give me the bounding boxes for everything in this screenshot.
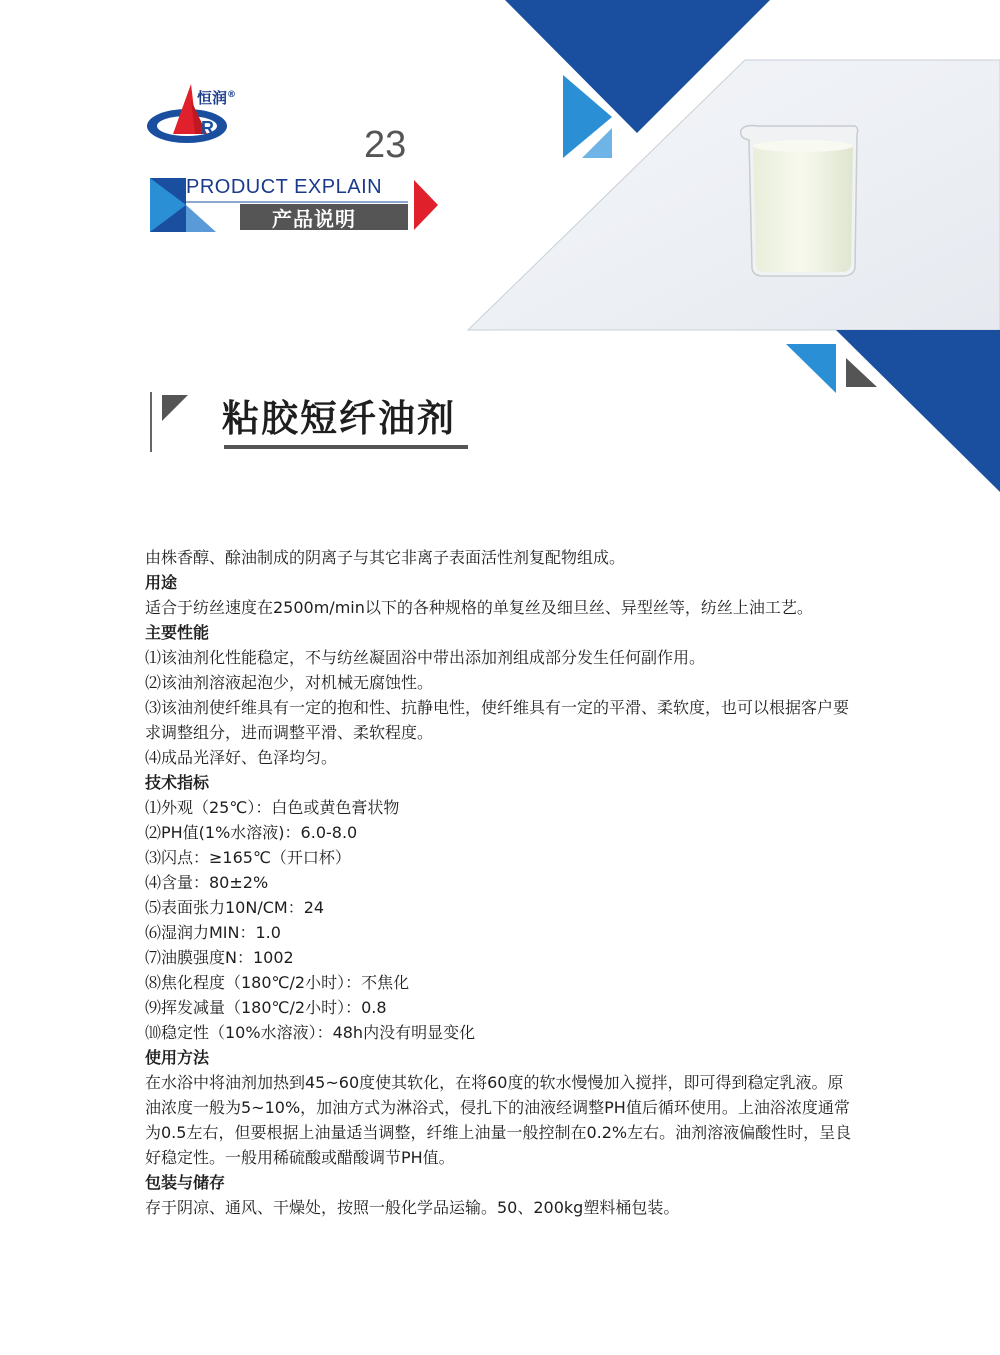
spec-item: ⑷含量：80±2% [145,873,269,892]
spec-item: ⑴外观（25℃）：白色或黄色膏状物 [145,798,400,817]
specs-heading: 技术指标 [145,773,210,792]
usage-text: 适合于纺丝速度在2500m/min以下的各种规格的单复丝及细旦丝、异型丝等，纺丝上油工艺。 [145,598,813,617]
spec-item: ⑹湿润力MIN：1.0 [145,923,281,942]
performance-heading: 主要性能 [145,623,210,642]
spec-item: ⑺油膜强度N：1002 [145,948,294,967]
method-heading: 使用方法 [145,1048,210,1067]
right-blue-wedge [836,330,1000,492]
banner-chinese: 产品说明 [272,207,356,231]
product-beaker-image [735,120,865,280]
spec-item: ⑶闪点：≥165℃（开口杯） [145,848,351,867]
performance-item: ⑷成品光泽好、色泽均匀。 [145,748,338,767]
performance-item: ⑶该油剂使纤维具有一定的抱和性、抗静电性，使纤维具有一定的平滑、柔软度，也可以根据客户要求调整组分，进而调整平滑、柔软程度。 [145,698,850,742]
spec-item: ⑵PH值(1%水溶液)：6.0-8.0 [145,823,358,842]
method-text: 在水浴中将油剂加热到45~60度使其软化，在将60度的软水慢慢加入搅拌，即可得到稳定乳液。原油浓度一般为5~10%，加油方式为淋浴式，侵扎下的油液经调整PH值后循环使用。上油浴浓度通常为0.5左右，但要根据上油量适当调整，纤维上油量一般控制在0.2%左右。油剂溶液偏酸性时，呈良好稳定性。一般用稀硫酸或醋酸调节PH值。 [145,1073,852,1167]
product-description [145,545,855,1220]
usage-heading: 用途 [145,573,178,592]
spec-item: ⑽稳定性（10%水溶液）：48h内没有明显变化 [145,1023,476,1042]
product-title: 粘胶短纤油剂 [222,397,456,440]
spec-item: ⑸表面张力10N/CM：24 [145,898,325,917]
performance-item: ⑵该油剂溶液起泡少，对机械无腐蚀性。 [145,673,434,692]
title-accent-bar [150,392,152,452]
spec-item: ⑼挥发减量（180℃/2小时）：0.8 [145,998,387,1017]
brand-name: 恒润® [197,89,237,107]
banner-english: PRODUCT EXPLAIN [186,176,383,198]
page-number: 23 [364,124,407,166]
intro-text: 由株香醇、酴油制成的阴离子与其它非离子表面活性剂复配物组成。 [145,548,626,567]
spec-item: ⑻焦化程度（180℃/2小时）：不焦化 [145,973,410,992]
title-triangle-icon [162,395,188,421]
storage-heading: 包装与储存 [145,1173,226,1192]
performance-item: ⑴该油剂化性能稳定，不与纺丝凝固浴中带出添加剂组成部分发生任何副作用。 [145,648,706,667]
title-underline [224,445,468,449]
storage-text: 存于阴凉、通风、干燥处，按照一般化学品运输。50、200kg塑料桶包装。 [145,1198,680,1217]
svg-text:R: R [201,118,214,138]
